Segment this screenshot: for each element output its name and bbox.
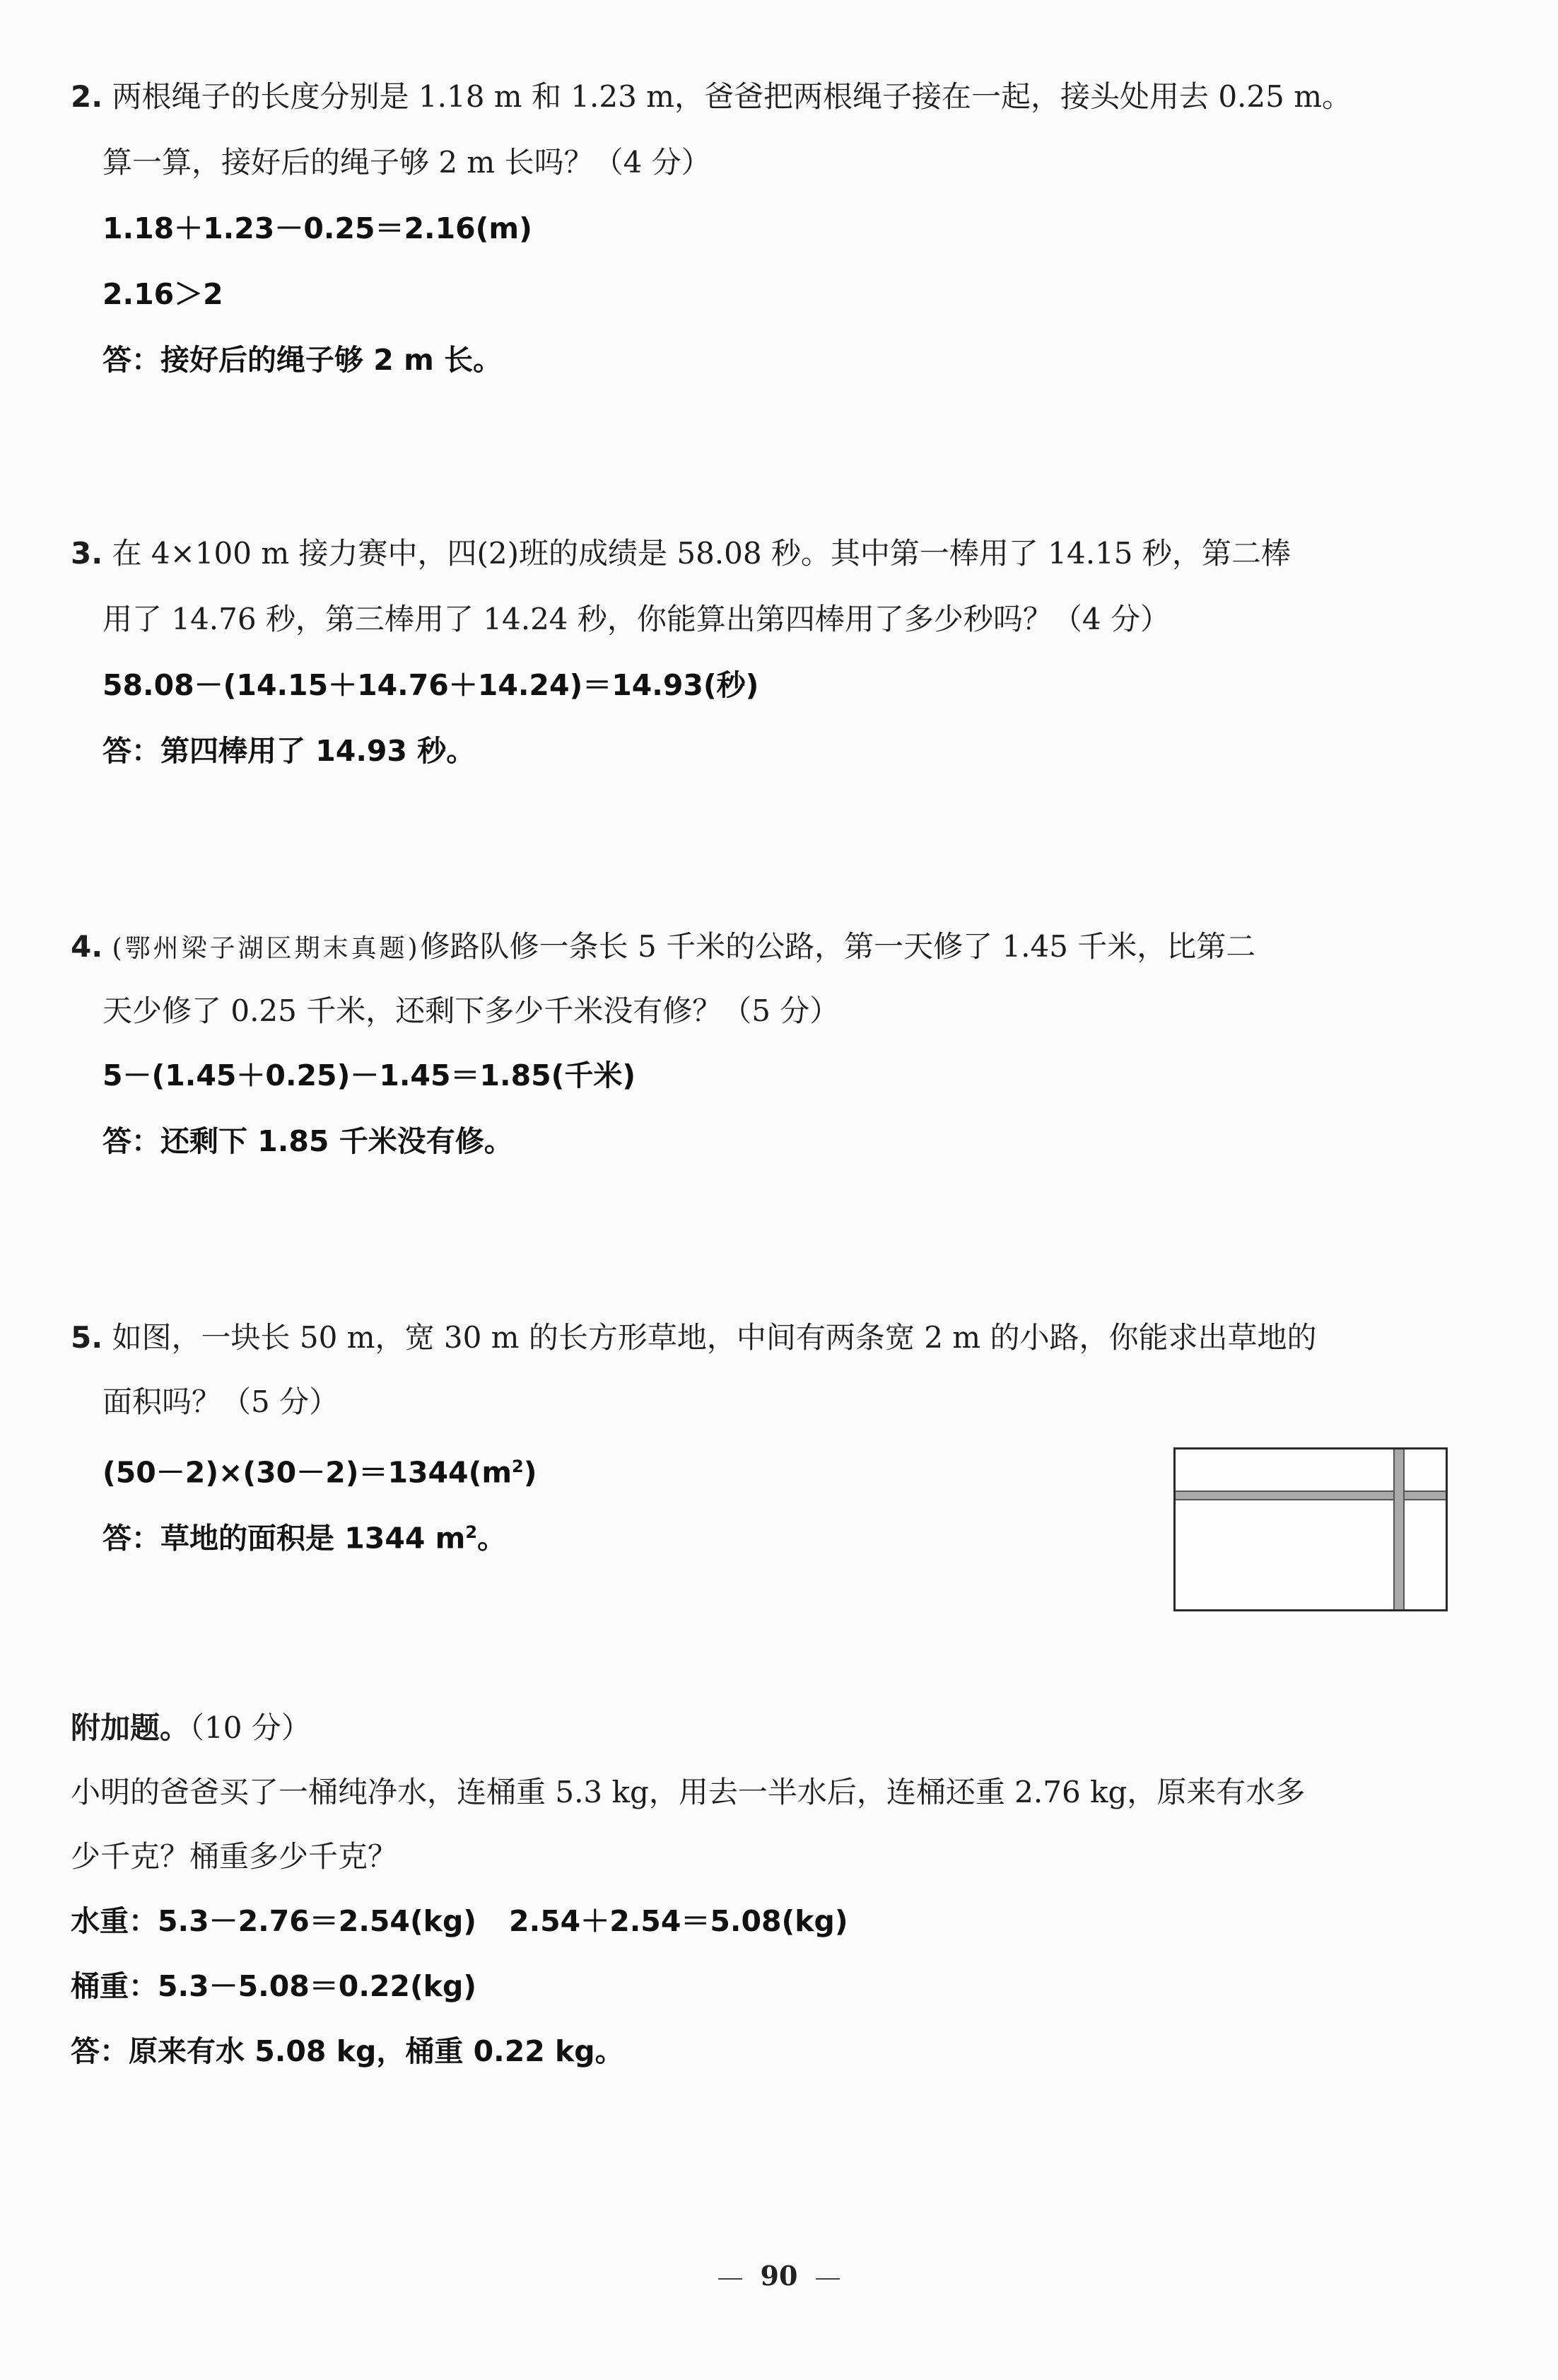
question-number: 4. bbox=[71, 929, 103, 964]
question-text-continued: 算一算，接好后的绳子够 2 m 长吗？（4 分） bbox=[102, 145, 711, 180]
question-text-continued: 天少修了 0.25 千米，还剩下多少千米没有修？（5 分） bbox=[102, 993, 840, 1028]
answer-statement: 答：接好后的绳子够 2 m 长。 bbox=[102, 343, 503, 377]
question-4 bbox=[71, 928, 1255, 968]
extra-answer-statement: 答：原来有水 5.08 kg，桶重 0.22 kg。 bbox=[71, 2034, 624, 2068]
answer-calculation: $(50-2)\times(30-2)=1344(m^2)$ bbox=[102, 1455, 537, 1490]
question-5 bbox=[71, 1319, 1316, 1357]
question-number: 5. bbox=[71, 1320, 103, 1355]
question-text-continued: 用了 14.76 秒，第三棒用了 14.24 秒，你能算出第四棒用了多少秒吗？（4 分） bbox=[102, 602, 1170, 636]
answer-statement: 答：第四棒用了 14.93 秒。 bbox=[102, 734, 476, 768]
horizontal-path bbox=[1176, 1491, 1446, 1500]
superscript: 2 bbox=[465, 1522, 478, 1542]
question-text-continued: 面积吗？（5 分） bbox=[102, 1384, 339, 1419]
answer-comparison: 2.16＞2 bbox=[102, 277, 223, 311]
extra-answer-bucket: 桶重：5.3－5.08＝0.22(kg) bbox=[71, 1969, 477, 2003]
question-text: 修路队修一条长 5 千米的公路，第一天修了 1.45 千米，比第二 bbox=[420, 929, 1256, 964]
question-source: (鄂州梁子湖区期末真题) bbox=[112, 934, 421, 963]
question-text: 在 4×100 m 接力赛中，四(2)班的成绩是 58.08 秒。其中第一棒用了 14.15 秒，第二棒 bbox=[112, 536, 1291, 571]
answer-calculation: 5－(1.45＋0.25)－1.45＝1.85(千米) bbox=[102, 1058, 636, 1092]
answer-statement: 答：还剩下 1.85 千米没有修。 bbox=[102, 1124, 513, 1158]
extra-question-text: 小明的爸爸买了一桶纯净水，连桶重 5.3 kg，用去一半水后，连桶还重 2.76 kg，原来有水多 bbox=[71, 1775, 1306, 1809]
question-number: 2. bbox=[71, 79, 103, 114]
answer-calculation: 1.18＋1.23－0.25＝2.16(m) bbox=[102, 211, 532, 245]
question-text: 如图，一块长 50 m，宽 30 m 的长方形草地，中间有两条宽 2 m 的小路，你能求出草地的 bbox=[112, 1320, 1317, 1355]
question-3 bbox=[71, 535, 1291, 573]
extra-question-heading bbox=[71, 1709, 311, 1747]
question-2 bbox=[71, 78, 1352, 116]
extra-answer-water: 水重：5.3－2.76＝2.54(kg) 2.54＋2.54＝5.08(kg) bbox=[71, 1904, 848, 1938]
vertical-path bbox=[1393, 1449, 1405, 1609]
dash-right bbox=[816, 2278, 840, 2280]
question-text: 两根绳子的长度分别是 1.18 m 和 1.23 m，爸爸把两根绳子接在一起，接头处用去 0.25 m。 bbox=[112, 79, 1352, 114]
extra-heading-label: 附加题。 bbox=[71, 1710, 190, 1745]
superscript: 2 bbox=[512, 1457, 524, 1476]
dash-left bbox=[718, 2278, 742, 2280]
page-number: 90 bbox=[0, 2260, 1558, 2292]
extra-score: （10 分） bbox=[189, 1710, 311, 1745]
lawn-diagram bbox=[1173, 1447, 1448, 1611]
answer-statement: 答：草地的面积是 1344 $m^2$。 bbox=[102, 1521, 507, 1556]
question-number: 3. bbox=[71, 536, 103, 571]
answer-calculation: 58.08－(14.15＋14.76＋14.24)＝14.93(秒) bbox=[102, 668, 759, 702]
extra-question-text-continued: 少千克？桶重多少千克？ bbox=[71, 1839, 398, 1874]
